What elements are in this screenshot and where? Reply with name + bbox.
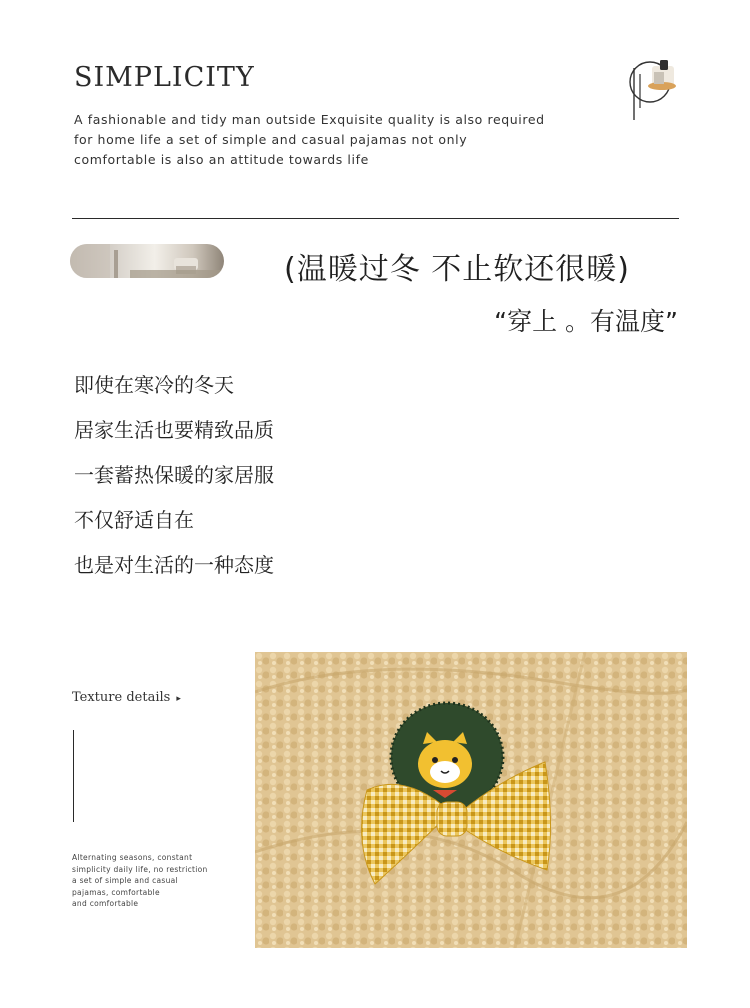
texture-label-text: Texture details [72, 690, 171, 705]
brand-emblem-icon [616, 56, 686, 122]
room-thumbnail [70, 244, 224, 278]
vertical-rule [73, 730, 74, 822]
caption-line: pajamas, comfortable [72, 887, 160, 897]
intro-line: for home life a set of simple and casual pajamas not only [74, 132, 468, 147]
caption-line: simplicity daily life, no restriction [72, 864, 208, 874]
intro-line: A fashionable and tidy man outside Exquisite quality is also required [74, 112, 545, 127]
texture-details-label [72, 690, 181, 705]
intro-text [74, 110, 594, 170]
subheadline: “穿上 。有温度” [494, 307, 678, 336]
fleece-texture-photo [255, 652, 687, 948]
intro-line: comfortable is also an attitude towards life [74, 152, 369, 167]
caption-line: Alternating seasons, constant [72, 853, 193, 862]
caption-line: and comfortable [72, 899, 139, 908]
caption-line: a set of simple and casual [72, 876, 178, 885]
section-divider [72, 218, 679, 219]
poem-block [74, 368, 274, 593]
poem-line: 即使在寒冷的冬天 [74, 373, 234, 397]
texture-caption [72, 852, 232, 910]
poem-line: 也是对生活的一种态度 [74, 553, 274, 577]
poem-line: 不仅舒适自在 [74, 508, 194, 532]
page-title: SIMPLICITY [74, 62, 255, 93]
poem-line: 居家生活也要精致品质 [74, 418, 274, 442]
play-arrow-icon: ▸ [176, 694, 181, 704]
headline: (温暖过冬 不止软还很暖) [284, 252, 630, 287]
poem-line: 一套蓄热保暖的家居服 [74, 463, 274, 487]
